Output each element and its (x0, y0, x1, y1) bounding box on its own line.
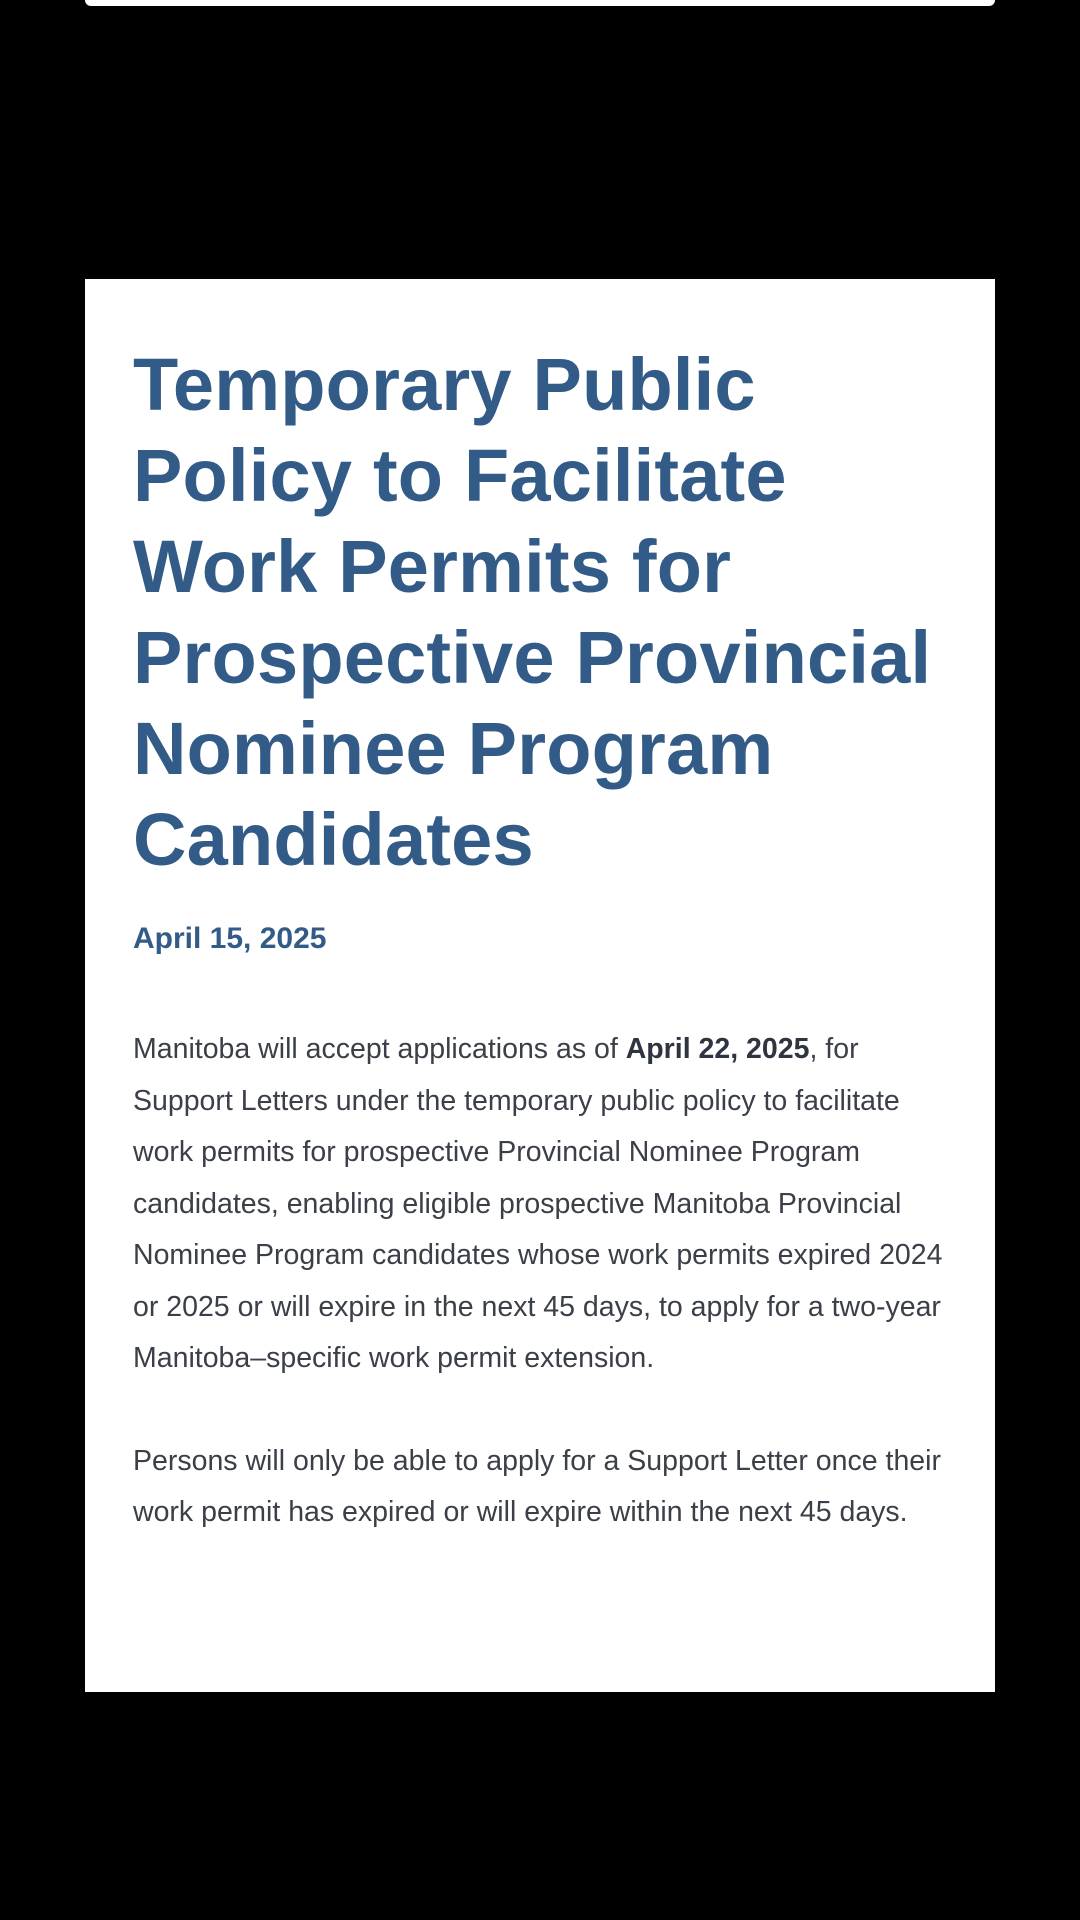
paragraph-text: Manitoba will accept applications as of (133, 1033, 626, 1065)
article-paragraph (133, 1024, 953, 1385)
previous-card-edge (85, 0, 995, 6)
article-title: Temporary Public Policy to Facilitate Work Permits for Prospective Provincial Nominee Program Candidates (133, 343, 932, 881)
article-paragraph: Persons will only be able to apply for a Support Letter once their work permit has expired or will expire within the next 45 days. (133, 1444, 941, 1528)
article-date: April 15, 2025 (133, 922, 327, 955)
paragraph-highlight-date: April 22, 2025 (625, 1033, 810, 1065)
paragraph-text: , for Support Letters under the temporary public policy to facilitate work permits for prospective Provincial Nominee Program candidates, enabling eligible prospective Manitoba Provincial Nominee Program candidates whose work permits expired 2024 or 2025 or will expire in the next 45 days, to apply for a two-year Manitoba–specific work permit extension. (133, 1033, 943, 1374)
article-card (85, 279, 995, 1692)
